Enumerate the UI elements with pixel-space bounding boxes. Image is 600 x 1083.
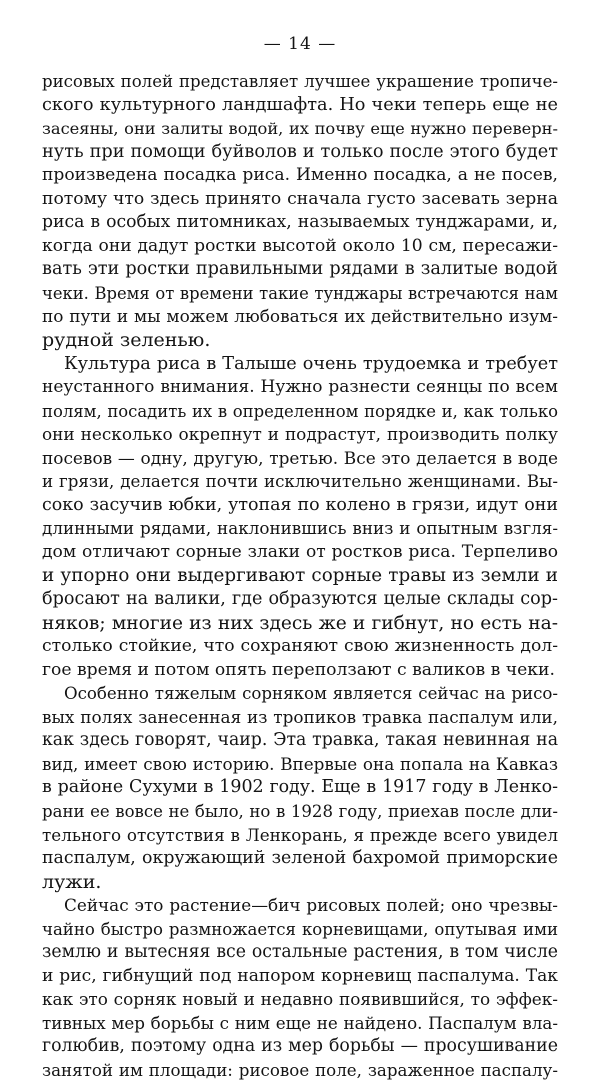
text-line: и грязи, делается почти исключительно женщинами. Вы- [42, 472, 558, 492]
text-line: по пути и мы можем любоваться их действительно изум- [42, 306, 558, 327]
text-line: рани ее вовсе не было, но в 1928 году, приехав после дли- [42, 801, 558, 821]
text-line: паспалум, окружающий зеленой бахромой приморские [42, 848, 558, 869]
text-line: засеяны, они залиты водой, их почву еще нужно переверн- [42, 119, 558, 139]
text-line: тивных мер борьбы с ним еще не найдено. Паспалум вла- [42, 1012, 558, 1033]
text-line: ского культурного ландшафта. Но чеки теперь еще не [42, 94, 558, 115]
text-line: голюбив, поэтому одна из мер борьбы — просушивание [42, 1036, 558, 1057]
text-line: Сейчас это растение—бич рисовых полей; оно чрезвы- [64, 895, 558, 916]
body-text [42, 70, 558, 1083]
text-line: Культура риса в Талыше очень трудоемка и требует [64, 353, 558, 374]
text-line: когда они дадут ростки высотой около 10 см, пересажи- [42, 235, 558, 256]
page-number: — 14 — [263, 34, 337, 54]
text-line: землю и вытесняя все остальные растения, в том числе [42, 942, 558, 963]
text-line: занятой им площади: рисовое поле, зараженное паспалу- [42, 1060, 558, 1080]
text-line: нуть при помощи буйволов и только после этого будет [42, 141, 558, 162]
text-line: риса в особых питомниках, называемых тунджарами, и, [42, 212, 558, 233]
text-line: столько стойкие, что сохраняют свою жизненность дол- [42, 636, 558, 657]
text-line: как здесь говорят, чаир. Эта травка, такая невинная на [42, 730, 558, 751]
text-line: посевов — одну, другую, третью. Все это делается в воде [42, 447, 558, 468]
text-line: бросают на валики, где образуются целые склады сор- [42, 589, 558, 610]
text-line: рудной зеленью. [42, 329, 211, 352]
text-line: они несколько окрепнут и подрастут, производить полку [42, 424, 558, 445]
text-line: чайно быстро размножается корневищами, опутывая ими [42, 919, 558, 939]
text-line: няков; многие из них здесь же и гибнут, но есть на- [42, 612, 558, 634]
text-line: длинными рядами, наклонившись вниз и опытным взгля- [42, 518, 558, 539]
text-line: неустанного внимания. Нужно разнести сеянцы по всем [42, 377, 558, 398]
text-line: вых полях занесенная из тропиков травка паспалум или, [42, 706, 558, 727]
text-line: вать эти ростки правильными рядами в залитые водой [42, 259, 558, 280]
text-line: гое время и потом опять переползают с валиков в чеки. [42, 659, 555, 680]
text-line: соко засучив юбки, утопая по колено в грязи, идут они [42, 494, 558, 515]
text-line: потому что здесь принято сначала густо засевать зерна [42, 188, 558, 209]
text-line: в районе Сухуми в 1902 году. Еще в 1917 году в Ленко- [42, 777, 558, 798]
text-line: и рис, гибнущий под напором корневищ паспалума. Так [42, 965, 558, 986]
text-line: чеки. Время от времени такие тунджары встречаются нам [42, 283, 558, 303]
text-line: полям, посадить их в определенном порядке и, как только [42, 401, 558, 421]
text-line: тельного отсутствия в Ленкорань, я прежде всего увидел [42, 824, 558, 845]
text-line: вид, имеет свою историю. Впервые она попала на Кавказ [42, 753, 558, 774]
text-line: дом отличают сорные злаки от ростков риса. Терпеливо [42, 541, 558, 562]
text-line: рисовых полей представляет лучшее украшение тропиче- [42, 72, 558, 91]
text-line: как это сорняк новый и недавно появившийся, то эффек- [42, 989, 558, 1010]
text-line: лужи. [42, 870, 102, 893]
text-line: и упорно они выдергивают сорные травы из земли и [42, 565, 558, 587]
text-line: произведена посадка риса. Именно посадка, а не посев, [42, 165, 558, 186]
text-line: Особенно тяжелым сорняком является сейчас на рисо- [64, 684, 558, 704]
